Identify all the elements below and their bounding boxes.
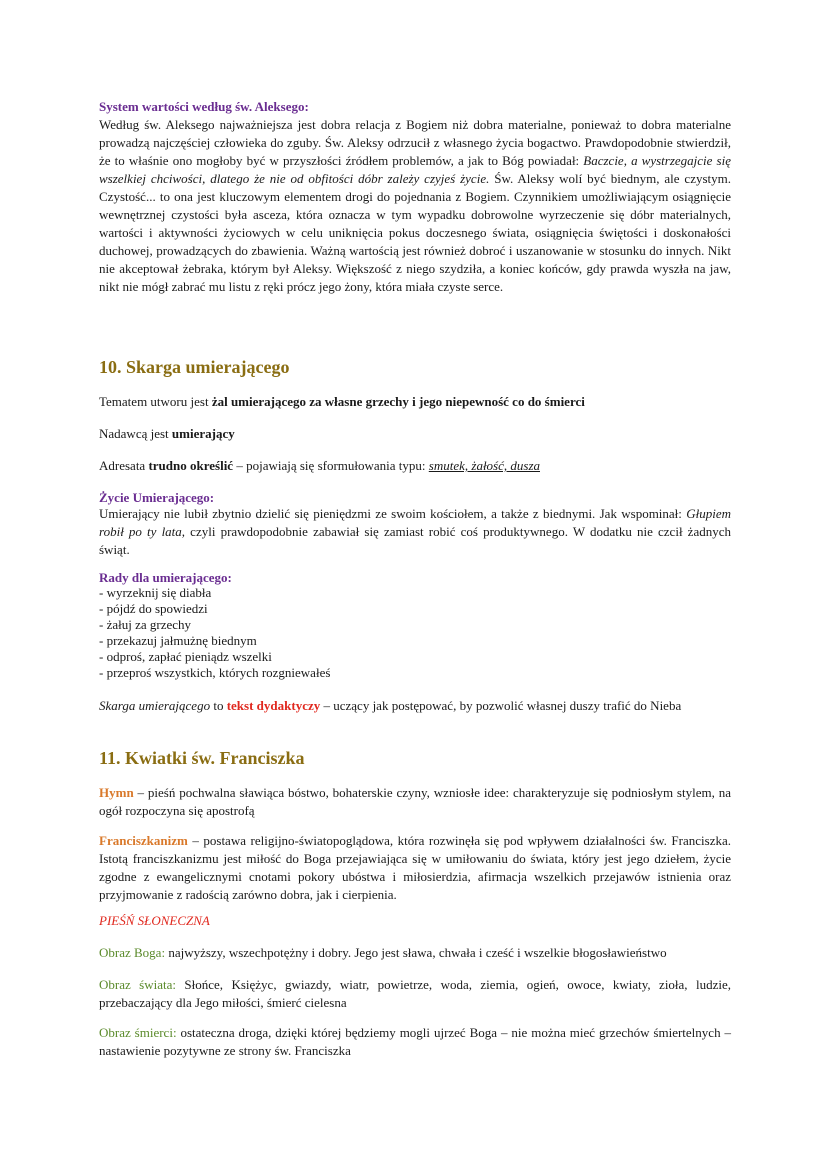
adresat-mid: – pojawiają się sformułowania typu:	[233, 458, 429, 473]
swiata-text: Słońce, Księżyc, gwiazdy, wiatr, powietrze, woda, ziemia, ogień, owoce, kwiaty, zioła, ludzie, przebaczający dla Jego miłości, śmierć cielesna	[99, 977, 731, 1010]
adresat-prefix: Adresata	[99, 458, 149, 473]
aleksy-quote: Baczcie, a wystrzegajcie się wszelkiej chciwości, dlatego że nie od obfitości dóbr zależy czyjeś życie.	[99, 153, 731, 186]
hymn-term: Hymn	[99, 785, 134, 800]
aleksy-heading: System wartości według św. Aleksego:	[99, 99, 309, 114]
obraz-boga	[99, 944, 731, 962]
zycie-text-a: Umierający nie lubił zbytnio dzielić się pieniędzmi ze swoim kościołem, a także z biednymi. Jak wspominał:	[99, 506, 687, 521]
franciszkanizm-term: Franciszkanizm	[99, 833, 188, 848]
conclusion-red: tekst dydaktyczy	[226, 698, 321, 713]
adresat-underlined: smutek, żałość, dusza	[428, 458, 540, 473]
boga-text: najwyższy, wszechpotężny i dobry. Jego jest sława, chwała i cześć i wszelkie błogosławieństwo	[165, 945, 667, 960]
conclusion-italic: Skarga umierającego	[99, 698, 211, 713]
rady-heading: Rady dla umierającego:	[99, 570, 232, 585]
zycie-text-b: czyli prawdopodobnie zabawiał się zamiast robić coś produktywnego. W dodatku nie czcił żadnych świąt.	[99, 524, 731, 557]
aleksy-paragraph	[99, 116, 731, 296]
smierci-text: ostateczna droga, dzięki której będziemy mogli ujrzeć Boga – nie można mieć grzechów śmiertelnych – nastawienie pozytywne ze strony św. Franciszka	[99, 1025, 731, 1058]
nadawca-prefix: Nadawcą jest	[99, 426, 172, 441]
swiata-label: Obraz świata:	[99, 977, 176, 992]
list-item: - przeproś wszystkich, których rozgniewałeś	[99, 665, 331, 680]
conclusion-mid: to	[210, 698, 227, 713]
temat-prefix: Tematem utworu jest	[99, 394, 212, 409]
skarga-title: 10. Skarga umierającego	[99, 357, 290, 377]
rady-list	[99, 585, 731, 681]
aleksy-text-b: Św. Aleksy wolí być biednym, ale czystym. Czystość... to ona jest kluczowym elementem drogi do pojednania z Bogiem. Czynnikiem umożliwiającym osiągnięcie wewnętrznej czystości była asceza, która oznacza w tym wypadku dobrowolne wyrzeczenie się dóbr materialnych, wartości i aktywności życiowych w celu uniknięcia pokus doczesnego świata, osiągnięcia świętości i doskonałości duchowej, prowadzących do zbawienia. Ważną wartością jest również dobroć i uszanowanie w stosunku do innych. Nikt nie akceptował żebraka, którym był Aleksy. Większość z niego szydziła, a koniec końców, gdy prawda wyszła na jaw, nikt nie mógł zabrać mu listu z ręki prócz jego żony, która miała czyste serce.	[99, 171, 731, 294]
smierci-label: Obraz śmierci:	[99, 1025, 177, 1040]
skarga-temat	[99, 393, 731, 411]
nadawca-bold: umierający	[171, 426, 235, 441]
list-item: - wyrzeknij się diabła	[99, 585, 212, 600]
kwiatki-title: 11. Kwiatki św. Franciszka	[99, 748, 305, 768]
hymn-def: – pieśń pochwalna sławiąca bóstwo, bohaterskie czyny, wzniosłe idee: charakteryzuje się podniosłym stylem, na ogół rozpoczyna się apostrofą	[99, 785, 731, 818]
list-item: - przekazuj jałmużnę biednym	[99, 633, 257, 648]
skarga-nadawca	[99, 425, 731, 443]
zycie-paragraph	[99, 505, 731, 559]
obraz-smierci	[99, 1024, 731, 1060]
skarga-conclusion	[99, 697, 731, 715]
list-item: - żałuj za grzechy	[99, 617, 192, 632]
piesn-heading: PIEŚŃ SŁONECZNA	[99, 913, 210, 928]
temat-bold: żal umierającego za własne grzechy i jego niepewność co do śmierci	[211, 394, 585, 409]
franciszkanizm-definition	[99, 832, 731, 904]
boga-label: Obraz Boga:	[99, 945, 166, 960]
zycie-quote: Głupiem robił po ty lata,	[99, 506, 731, 539]
list-item: - odproś, zapłać pieniądz wszelki	[99, 649, 272, 664]
conclusion-end: – uczący jak postępować, by pozwolić własnej duszy trafić do Nieba	[320, 698, 682, 713]
franciszkanizm-def: – postawa religijno-światopoglądowa, która rozwinęła się pod wpływem działalności św. Franciszka. Istotą franciszkanizmu jest miłość do Boga przejawiająca się w umiłowaniu do świata, który jest jego dziełem, życie zgodne z ewangelicznymi cnotami pokory ubóstwa i miłosierdzia, afirmacja wszelkich przejawów istnienia oraz przyjmowanie z radością zarówno dobra, jak i cierpienia.	[99, 833, 731, 902]
obraz-swiata	[99, 976, 731, 1012]
hymn-definition	[99, 784, 731, 820]
aleksy-text-a: Według św. Aleksego najważniejsza jest dobra relacja z Bogiem niż dobra materialne, ponieważ to dobra materialne prowadzą najczęściej człowieka do zguby. Św. Aleksy odrzucił z własnego życia bogactwo. Prawdopodobnie stwierdził, że to właśnie ono mogłoby być w przyszłości źródłem problemów, a jak to Bóg powiadał:	[99, 117, 731, 168]
skarga-adresat	[99, 457, 731, 475]
zycie-heading: Życie Umierającego:	[99, 490, 215, 505]
adresat-bold: trudno określić	[148, 458, 234, 473]
list-item: - pójdź do spowiedzi	[99, 601, 208, 616]
